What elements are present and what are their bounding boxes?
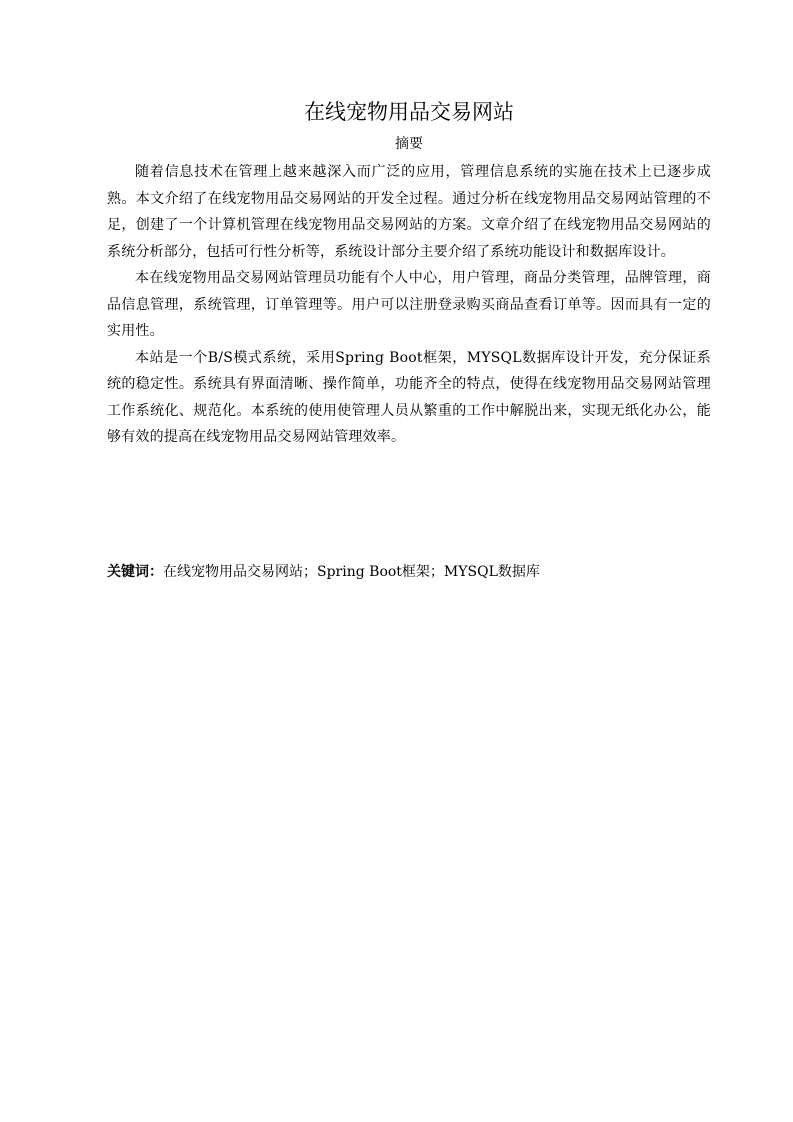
abstract-paragraph-2: 本在线宠物用品交易网站管理员功能有个人中心，用户管理，商品分类管理，品牌管理，商品信息管理，系统管理，订单管理等。用户可以注册登录购买商品查看订单等。因而具有一定的实用性。 — [107, 270, 711, 339]
abstract-heading: 摘要 — [395, 136, 423, 152]
abstract-paragraph-1: 随着信息技术在管理上越来越深入而广泛的应用，管理信息系统的实施在技术上已逐步成熟。本文介绍了在线宠物用品交易网站的开发全过程。通过分析在线宠物用品交易网站管理的不足，创建了一个计算机管理在线宠物用品交易网站的方案。文章介绍了在线宠物用品交易网站的系统分析部分，包括可行性分析等，系统设计部分主要介绍了系统功能设计和数据库设计。 — [107, 164, 711, 260]
abstract-body — [107, 159, 711, 451]
keywords-line — [107, 559, 711, 585]
keywords-text: 在线宠物用品交易网站；Spring Boot框架；MYSQL数据库 — [163, 564, 540, 580]
abstract-paragraph-3: 本站是一个B/S模式系统，采用Spring Boot框架，MYSQL数据库设计开发，充分保证系统的稳定性。系统具有界面清晰、操作简单，功能齐全的特点，使得在线宠物用品交易网站管理工作系统化、规范化。本系统的使用使管理人员从繁重的工作中解脱出来，实现无纸化办公，能够有效的提高在线宠物用品交易网站管理效率。 — [107, 349, 711, 445]
document-title: 在线宠物用品交易网站 — [304, 100, 514, 124]
keywords-label: 关键词： — [107, 564, 163, 580]
